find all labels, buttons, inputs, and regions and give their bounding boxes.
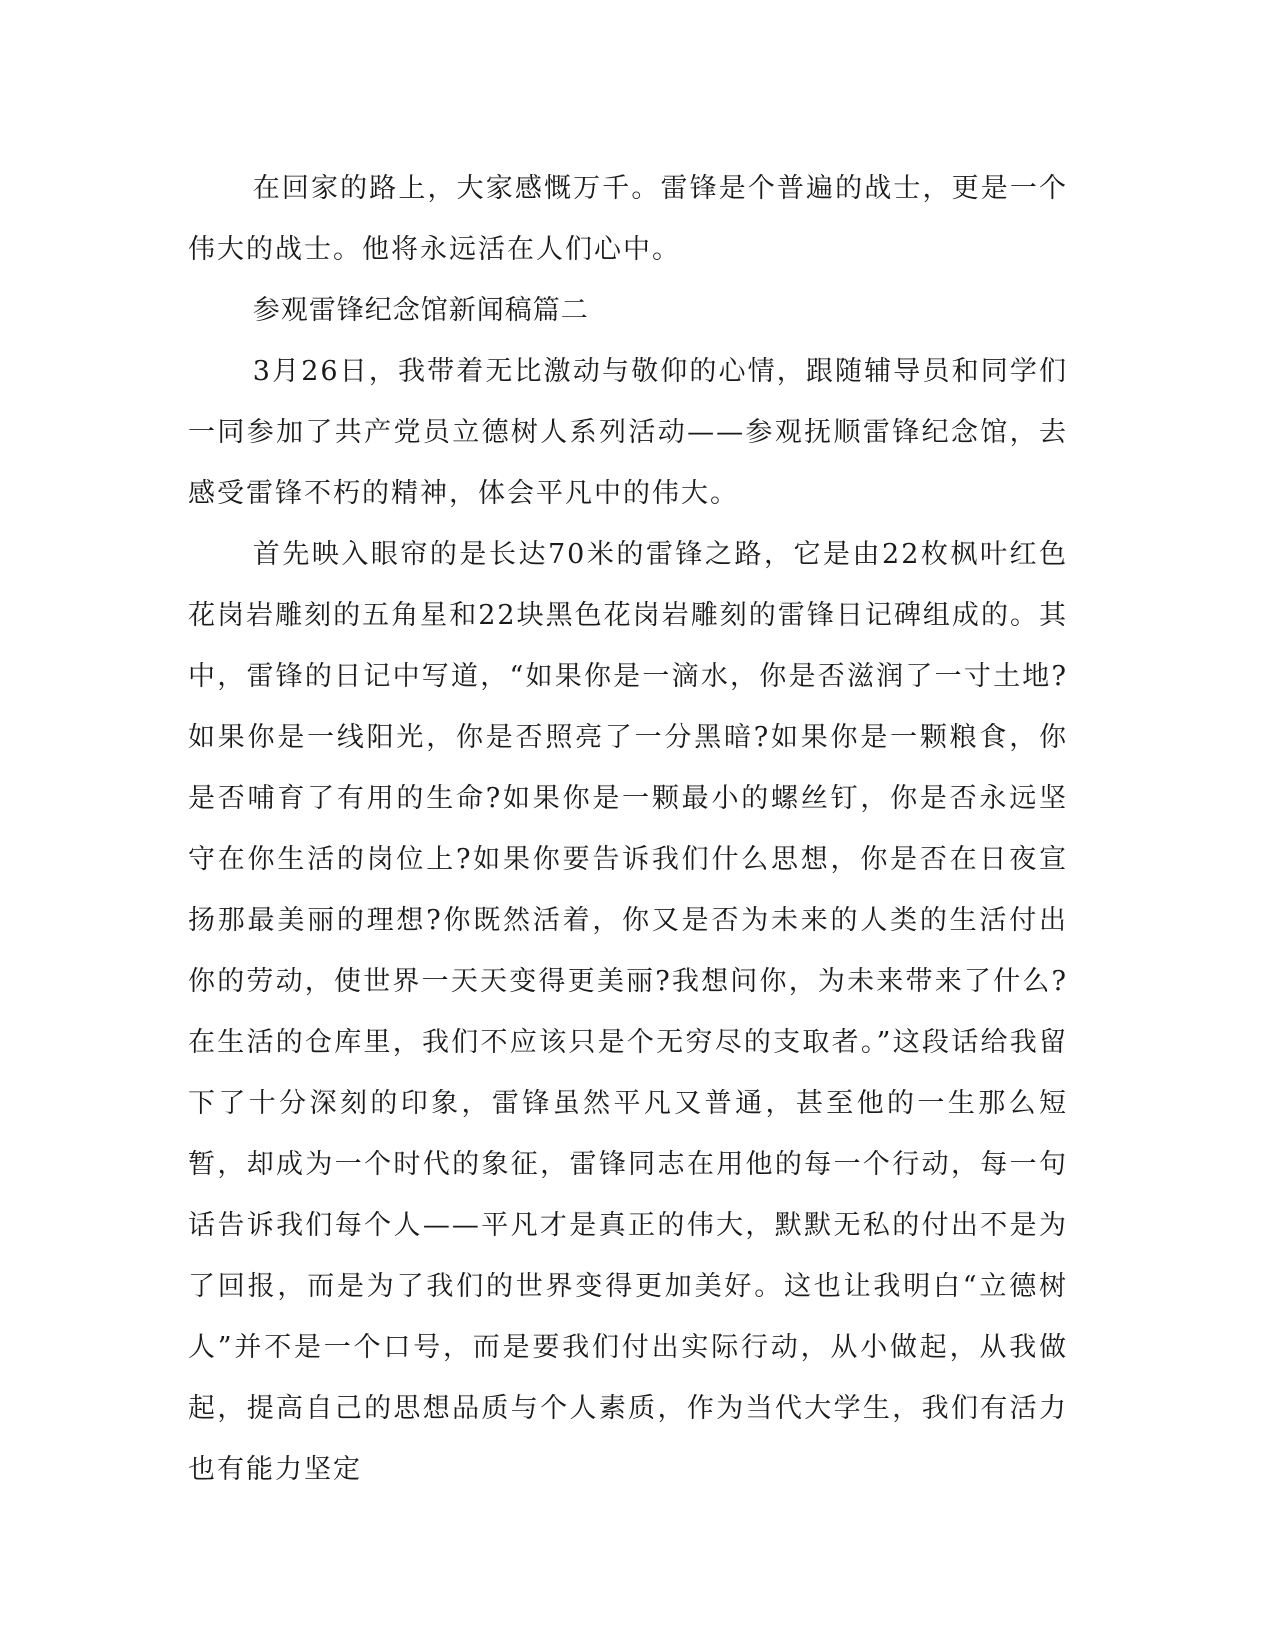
paragraph-intro: 3月26日，我带着无比激动与敬仰的心情，跟随辅导员和同学们一同参加了共产党员立德树人系列活动——参观抚顺雷锋纪念馆，去感受雷锋不朽的精神，体会平凡中的伟大。	[188, 356, 1068, 509]
section-heading: 参观雷锋纪念馆新闻稿篇二	[252, 295, 589, 326]
document-body	[188, 158, 1068, 1500]
paragraph-body: 首先映入眼帘的是长达70米的雷锋之路，它是由22枚枫叶红色花岗岩雕刻的五角星和22块黑色花岗岩雕刻的雷锋日记碑组成的。其中，雷锋的日记中写道，“如果你是一滴水，你是否滋润了一寸土地?如果你是一线阳光，你是否照亮了一分黑暗?如果你是一颗粮食，你是否哺育了有用的生命?如果你是一颗最小的螺丝钉，你是否永远坚守在你生活的岗位上?如果你要告诉我们什么思想，你是否在日夜宣扬那最美丽的理想?你既然活着，你又是否为未来的人类的生活付出你的劳动，使世界一天天变得更美丽?我想问你，为未来带来了什么?在生活的仓库里，我们不应该只是个无穷尽的支取者。”这段话给我留下了十分深刻的印象，雷锋虽然平凡又普通，甚至他的一生那么短暂，却成为一个时代的象征，雷锋同志在用他的每一个行动，每一句话告诉我们每个人——平凡才是真正的伟大，默默无私的付出不是为了回报，而是为了我们的世界变得更加美好。这也让我明白“立德树人”并不是一个口号，而是要我们付出实际行动，从小做起，从我做起，提高自己的思想品质与个人素质，作为当代大学生，我们有活力也有能力坚定	[188, 539, 1068, 1485]
paragraph-closing: 在回家的路上，大家感慨万千。雷锋是个普遍的战士，更是一个伟大的战士。他将永远活在人们心中。	[188, 173, 1068, 265]
